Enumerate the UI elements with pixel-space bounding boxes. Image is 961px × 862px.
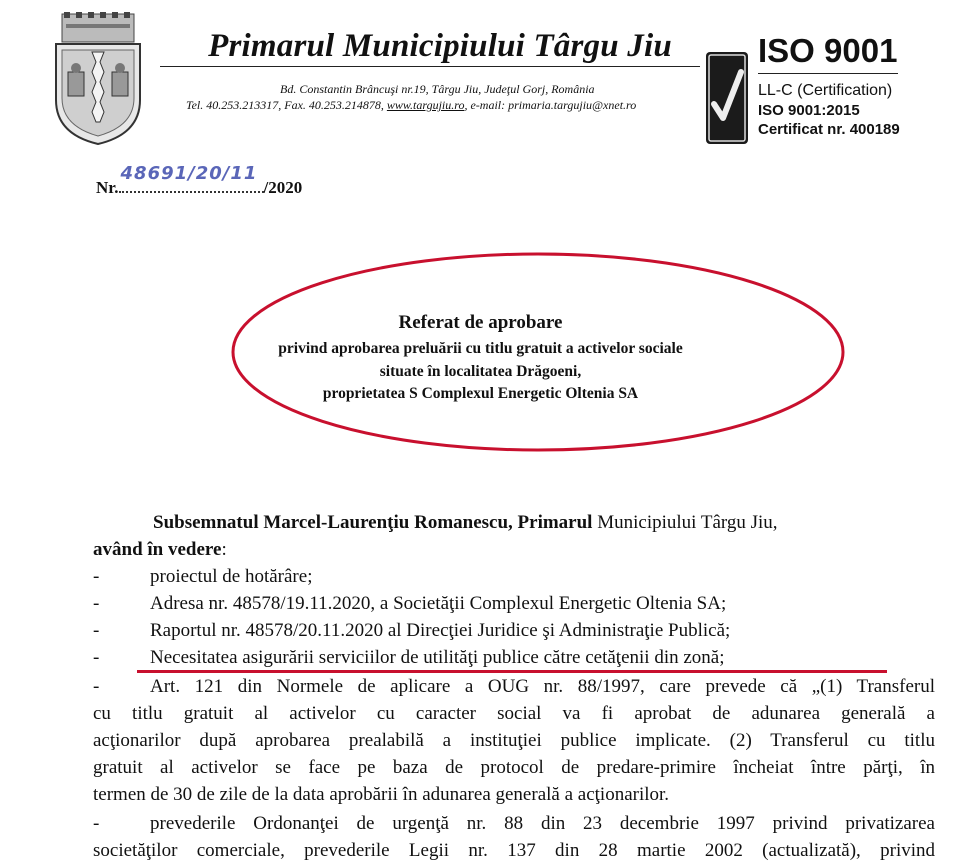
- article-121-line: Art. 121 din Normele de aplicare a OUG nr. 88/1997, care prevede că „(1) Transferul: [150, 676, 935, 697]
- red-underline-annotation: [137, 670, 887, 673]
- referat-subtitle-line2: situate în localitatea Drăgoeni,: [379, 363, 582, 380]
- list-item: proiectul de hotărâre;: [150, 566, 313, 587]
- referat-subtitle-line1: privind aprobarea preluării cu titlu gratuit a activelor sociale: [278, 340, 683, 357]
- article-121-line: gratuit al activelor se face pe baza de protocol de predare-primire încheiat între părţi, în: [93, 757, 935, 778]
- list-dash: -: [93, 813, 100, 834]
- intro-continuation: [93, 539, 227, 561]
- list-dash: -: [93, 676, 100, 697]
- intro-rest: Municipiului Târgu Jiu,: [592, 512, 778, 533]
- address-line: Bd. Constantin Brâncuşi nr.19, Târgu Jiu, Judeţul Gorj, România: [280, 82, 595, 96]
- article-121-line: cu titlu gratuit al activelor cu caracter social va fi aprobat de adunarea generală a: [93, 703, 935, 724]
- prevederile-line: societăţilor comerciale, prevederile Legii nr. 137 din 28 martie 2002 (actualizată), privind: [93, 840, 935, 861]
- considering-label: având în vedere: [93, 539, 222, 560]
- title-rule: [160, 66, 700, 67]
- referat-subtitle-line3: proprietatea S Complexul Energetic Oltenia SA: [322, 385, 639, 402]
- website-link[interactable]: www.targujiu.ro: [386, 98, 465, 112]
- iso-rule: [758, 73, 898, 74]
- registration-handwritten-field: [119, 163, 264, 193]
- referat-title: Referat de aprobare: [398, 312, 563, 333]
- intro-paragraph: [153, 512, 778, 534]
- list-item: Raportul nr. 48578/20.11.2020 al Direcţiei Juridice şi Administraţie Publică;: [150, 620, 731, 641]
- intro-bold: Subsemnatul Marcel-Laurenţiu Romanescu, Primarul: [153, 512, 593, 533]
- iso-certification-mark: [706, 52, 748, 144]
- list-dash: -: [93, 647, 100, 668]
- contact-line: [186, 98, 636, 113]
- checkmark-icon: [706, 52, 748, 144]
- list-item: Necesitatea asigurării serviciilor de utilităţi publice către cetăţenii din zonă;: [150, 647, 725, 668]
- article-121-line: termen de 30 de zile de la data aprobării în adunarea generală a acţionarilor.: [93, 784, 670, 805]
- iso-standard: ISO 9001:2015: [758, 102, 860, 119]
- iso-certificate-number: Certificat nr. 400189: [758, 121, 900, 138]
- city-crest-logo: [52, 12, 144, 146]
- considering-colon: :: [221, 539, 227, 560]
- registration-number: [96, 163, 303, 198]
- contact-phone-fax: Tel. 40.253.213317, Fax. 40.253.214878,: [186, 98, 384, 112]
- institution-title: Primarul Municipiului Târgu Jiu: [208, 28, 672, 64]
- list-item: Adresa nr. 48578/19.11.2020, a Societăţii Complexul Energetic Oltenia SA;: [150, 593, 727, 614]
- contact-email: , e-mail: primaria.targujiu@xnet.ro: [464, 98, 637, 112]
- registration-handwritten-value: 48691/20/11: [120, 163, 258, 184]
- prevederile-line: prevederile Ordonanţei de urgenţă nr. 88 din 23 decembrie 1997 privind privatizarea: [150, 813, 935, 834]
- list-dash: -: [93, 620, 100, 641]
- registration-prefix: Nr.: [96, 178, 119, 197]
- registration-year: /2020: [263, 178, 303, 197]
- article-121-line: acţionarilor după aprobarea prealabilă a instituţiei publice implicate. (2) Transferul cu titlu: [93, 730, 935, 751]
- list-dash: -: [93, 593, 100, 614]
- list-dash: -: [93, 566, 100, 587]
- iso-title: ISO 9001: [758, 32, 898, 69]
- iso-certifier: LL-C (Certification): [758, 82, 893, 99]
